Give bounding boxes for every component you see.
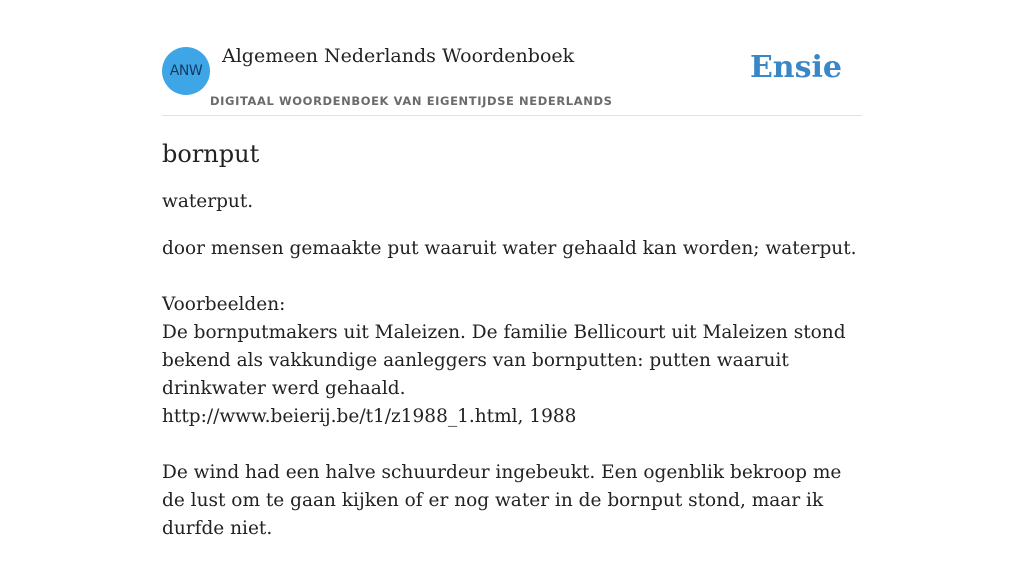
site-header (162, 0, 862, 116)
example-item (162, 319, 862, 431)
site-subtitle: DIGITAAL WOORDENBOEK VAN EIGENTIJDSE NEDERLANDS (210, 94, 613, 108)
ensie-brand-link[interactable]: Ensie (749, 50, 842, 85)
anw-logo[interactable] (162, 47, 210, 95)
site-title[interactable]: Algemeen Nederlands Woordenboek (222, 45, 575, 67)
short-definition: waterput. (162, 191, 254, 212)
long-definition: door mensen gemaakte put waaruit water gehaald kan worden; waterput. (162, 238, 857, 259)
logo-text: ANW (169, 63, 203, 79)
example-source: http://www.beierij.be/t1/z1988_1.html, 1988 (162, 406, 577, 427)
example-item (162, 459, 862, 543)
header-divider (162, 115, 862, 116)
example-text: De bornputmakers uit Maleizen. De familie Bellicourt uit Maleizen stond bekend als vakkundige aanleggers van bornputten: putten waaruit drinkwater werd gehaald. (162, 322, 846, 399)
page (162, 0, 862, 539)
examples-label: Voorbeelden: (162, 294, 286, 315)
example-text: De wind had een halve schuurdeur ingebeukt. Een ogenblik bekroop me de lust om te gaan kijken of er nog water in de bornput stond, maar ik durfde niet. (162, 462, 842, 539)
page-title: bornput (162, 140, 260, 168)
entry-content (162, 138, 862, 571)
